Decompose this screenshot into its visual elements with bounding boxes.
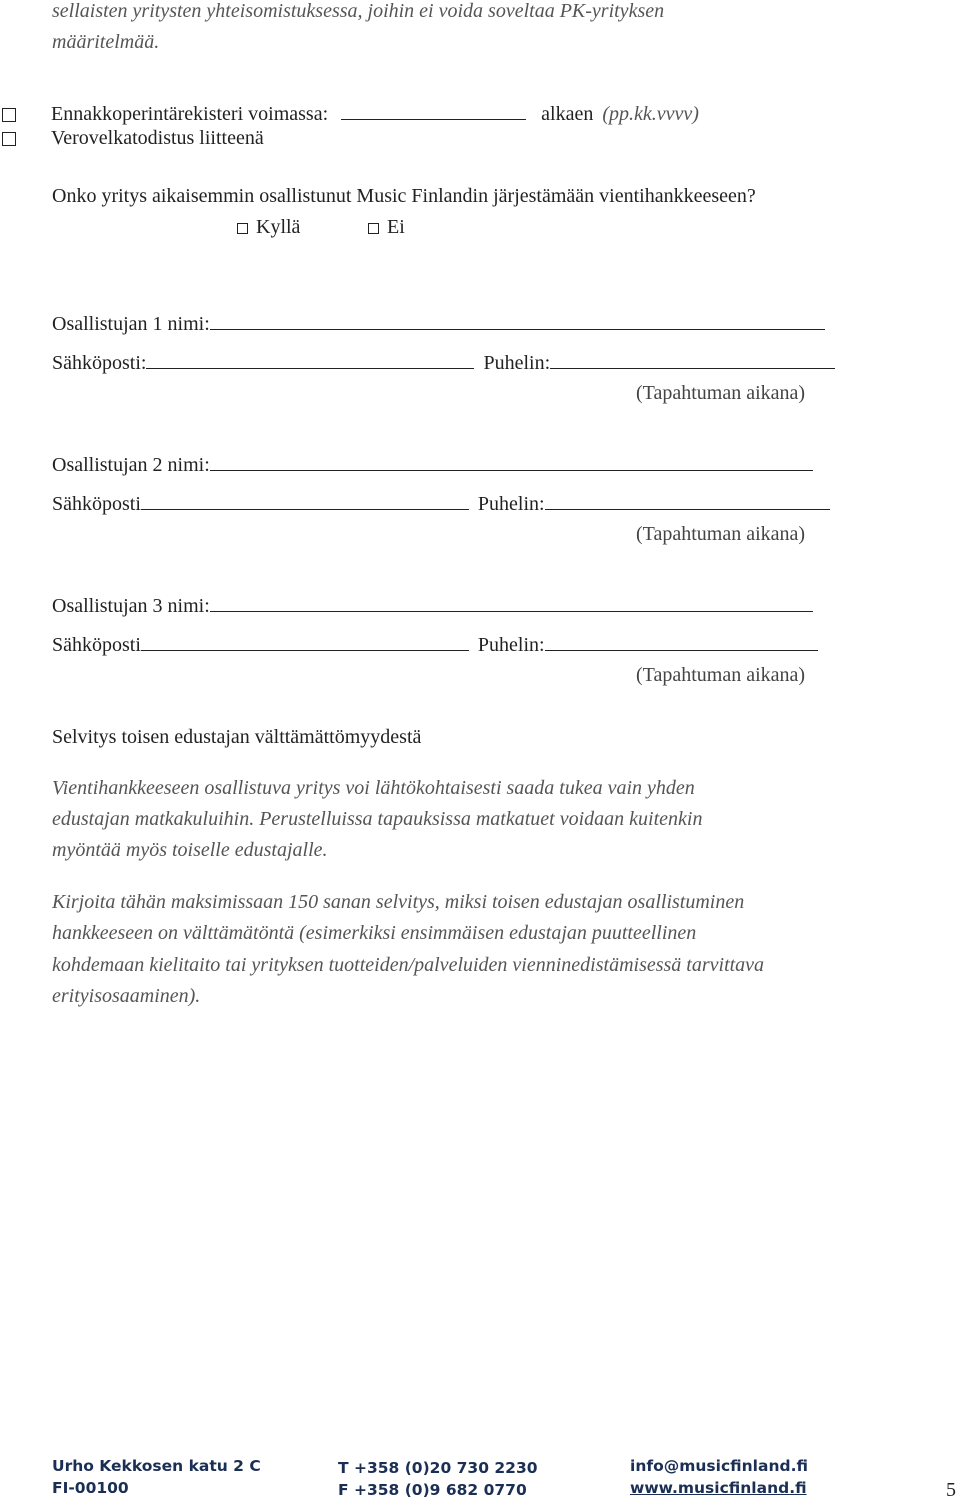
participant-3-name-label: Osallistujan 3 nimi:	[52, 595, 210, 617]
participant-1-name-field[interactable]	[210, 311, 825, 330]
participant-1-email-label: Sähköposti:	[52, 352, 147, 374]
justification-p2-line-1: Kirjoita tähän maksimissaan 150 sanan selvitys, miksi toisen edustajan osallistuminen	[52, 891, 745, 913]
participant-1-phone-label: Puhelin:	[483, 352, 551, 374]
no-checkbox[interactable]	[368, 223, 379, 234]
footer-web[interactable]: www.musicfinland.fi	[630, 1479, 807, 1497]
answer-yes[interactable]	[237, 216, 300, 239]
participant-3-contact-row	[52, 632, 818, 657]
justification-p1-line-2: edustajan matkakuluihin. Perustelluissa tapauksissa matkatuet voidaan kuitenkin	[52, 808, 703, 830]
yes-checkbox[interactable]	[237, 223, 248, 234]
intro-line-1: sellaisten yritysten yhteisomistuksessa, joihin ei voida soveltaa PK-yrityksen	[52, 0, 665, 22]
justification-heading: Selvitys toisen edustajan välttämättömyydestä	[52, 726, 422, 748]
intro-line-2: määritelmää.	[52, 31, 160, 53]
participant-3-phone-hint: (Tapahtuman aikana)	[636, 664, 806, 686]
prepayment-label: Ennakkoperintärekisteri voimassa:	[51, 103, 329, 125]
participant-2-email-field[interactable]	[141, 491, 469, 510]
justification-p1-line-1: Vientihankkeeseen osallistuva yritys voi lähtökohtaisesti saada tukea vain yhden	[52, 777, 695, 799]
participant-1-phone-hint: (Tapahtuman aikana)	[636, 382, 806, 404]
footer-email: info@musicfinland.fi	[630, 1457, 808, 1475]
footer-street: Urho Kekkosen katu 2 C	[52, 1457, 261, 1475]
participant-2-phone-label: Puhelin:	[477, 493, 545, 515]
answer-no[interactable]	[368, 216, 405, 239]
prepayment-date-field[interactable]	[341, 101, 526, 120]
justification-p2-line-3: kohdemaan kielitaito tai yrityksen tuotteiden/palveluiden vienninedistämisessä tarvittava	[52, 954, 765, 976]
participant-3-phone-label: Puhelin:	[477, 634, 545, 656]
participant-1-name-row	[52, 311, 825, 336]
participant-2-name-field[interactable]	[210, 452, 813, 471]
participant-2-email-label: Sähköposti	[52, 493, 141, 515]
footer-web-link[interactable]	[630, 1479, 807, 1497]
participant-3-email-field[interactable]	[141, 632, 469, 651]
participant-2-name-label: Osallistujan 2 nimi:	[52, 454, 210, 476]
previous-participation-question: Onko yritys aikaisemmin osallistunut Music Finlandin järjestämään vientihankkeeseen?	[52, 185, 756, 207]
justification-p2-line-4: erityisosaaminen).	[52, 985, 201, 1007]
prepayment-row	[2, 101, 699, 126]
participant-1-email-field[interactable]	[146, 350, 474, 369]
participant-3-name-row	[52, 593, 813, 618]
participant-2-name-row	[52, 452, 813, 477]
no-label: Ei	[387, 216, 405, 238]
participant-2-phone-hint: (Tapahtuman aikana)	[636, 523, 806, 545]
tax-cert-row	[2, 127, 264, 150]
page-number: 5	[946, 1479, 956, 1501]
tax-cert-checkbox[interactable]	[2, 132, 16, 146]
justification-p1-line-3: myöntää myös toiselle edustajalle.	[52, 839, 328, 861]
participant-1-contact-row	[52, 350, 835, 375]
justification-p2-line-2: hankkeeseen on välttämätöntä (esimerkiksi ensimmäisen edustajan puutteellinen	[52, 922, 697, 944]
prepayment-from-label: alkaen	[541, 103, 594, 125]
prepayment-checkbox[interactable]	[2, 108, 16, 122]
participant-3-phone-field[interactable]	[545, 632, 818, 651]
footer-phone: T +358 (0)20 730 2230	[338, 1459, 538, 1477]
participant-1-phone-field[interactable]	[550, 350, 835, 369]
prepayment-date-format: (pp.kk.vvvv)	[602, 103, 699, 125]
footer-postal: FI-00100	[52, 1479, 129, 1497]
footer-fax: F +358 (0)9 682 0770	[338, 1481, 527, 1499]
participant-1-name-label: Osallistujan 1 nimi:	[52, 313, 210, 335]
yes-label: Kyllä	[256, 216, 301, 238]
participant-3-name-field[interactable]	[210, 593, 813, 612]
participant-2-contact-row	[52, 491, 830, 516]
tax-cert-label: Verovelkatodistus liitteenä	[51, 127, 264, 149]
participant-2-phone-field[interactable]	[545, 491, 830, 510]
participant-3-email-label: Sähköposti	[52, 634, 141, 656]
